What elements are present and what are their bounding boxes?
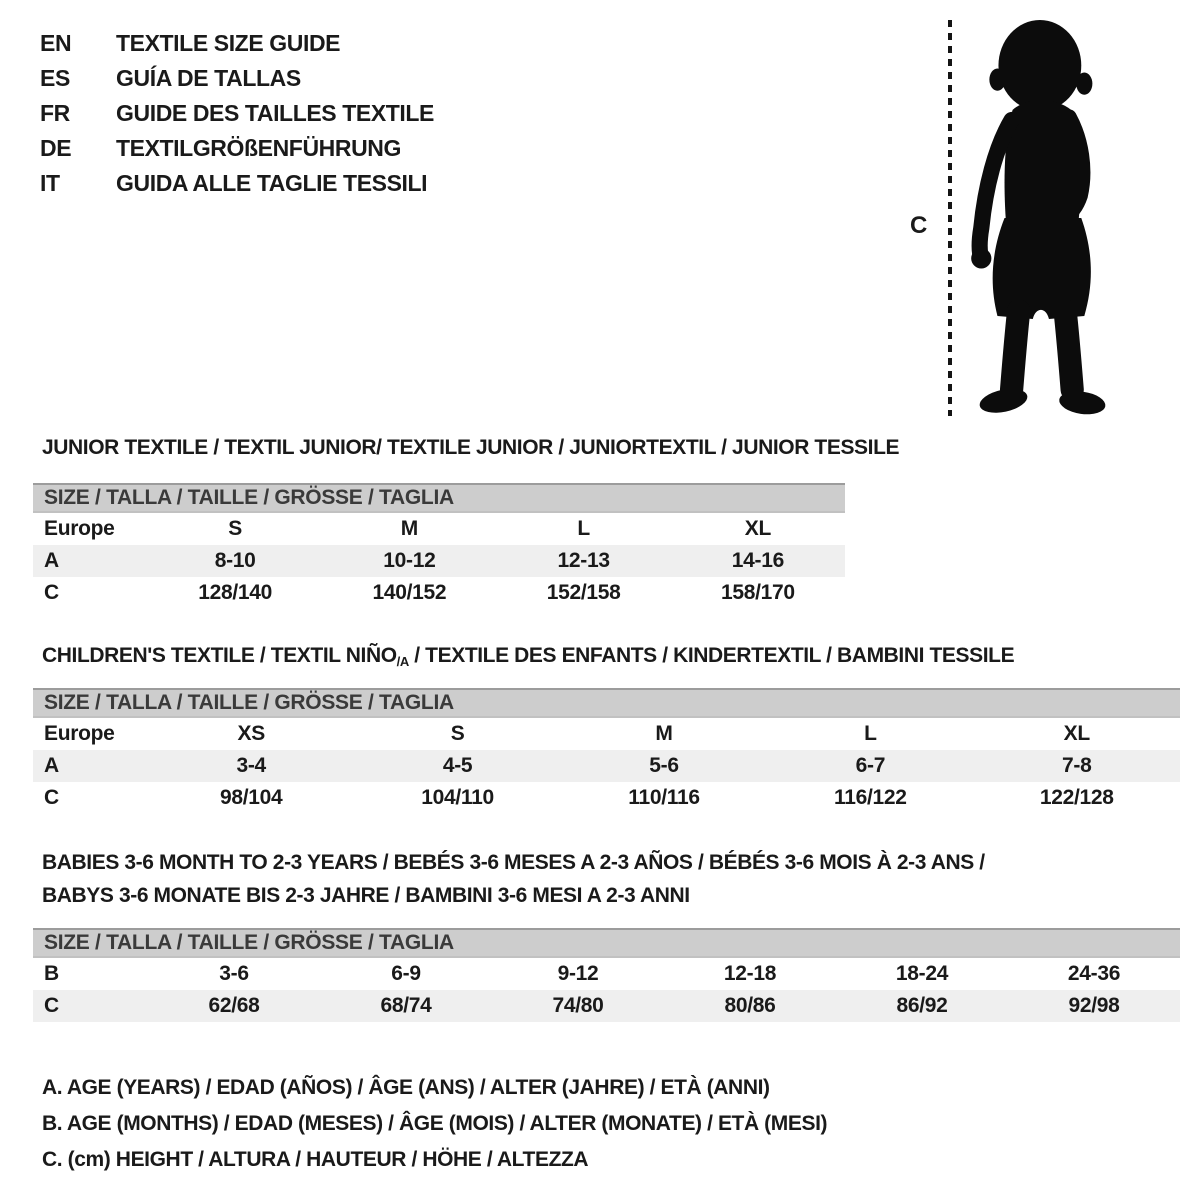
babies-size-table <box>33 928 1180 1022</box>
lang-code: ES <box>40 65 70 91</box>
size-header-label: SIZE / TALLA / TAILLE / GRÖSSE / TAGLIA <box>33 929 1180 957</box>
height-measure-dashed-line <box>948 20 952 416</box>
table-cell: 24-36 <box>1067 962 1121 985</box>
junior-section-title: JUNIOR TEXTILE / TEXTIL JUNIOR/ TEXTILE JUNIOR / JUNIORTEXTIL / JUNIOR TESSILE <box>42 436 900 459</box>
height-measure-label: C <box>910 212 928 239</box>
table-cell: 62/68 <box>148 990 320 1022</box>
table-row-europe <box>33 717 1180 750</box>
table-cell: 14-16 <box>671 545 845 577</box>
table-cell: 68/74 <box>320 990 492 1022</box>
table-cell: 12-13 <box>497 545 671 577</box>
table-row-age <box>33 545 845 577</box>
babies-section-title <box>42 846 985 912</box>
table-cell: L <box>577 517 590 540</box>
table-cell: 5-6 <box>561 750 767 782</box>
legend-line-b: B. AGE (MONTHS) / EDAD (MESES) / ÂGE (MOIS) / ALTER (MONATE) / ETÀ (MESI) <box>42 1112 828 1135</box>
lang-code: EN <box>40 30 72 56</box>
table-cell: 86/92 <box>836 990 1008 1022</box>
table-row-europe <box>33 512 845 545</box>
table-cell: XS <box>237 722 265 745</box>
lang-title: TEXTILE SIZE GUIDE <box>116 30 341 56</box>
table-row-age-months <box>33 957 1180 990</box>
table-cell: 6-7 <box>767 750 973 782</box>
table-row-age <box>33 750 1180 782</box>
size-header-label: SIZE / TALLA / TAILLE / GRÖSSE / TAGLIA <box>33 689 1180 717</box>
size-header-row <box>33 689 1180 717</box>
lang-row-it <box>40 166 434 201</box>
table-cell: S <box>228 517 242 540</box>
row-label: Europe <box>44 517 115 540</box>
children-title-suffix: / TEXTILE DES ENFANTS / KINDERTEXTIL / BAMBINI TESSILE <box>408 644 1015 667</box>
measurement-legend <box>42 1070 827 1178</box>
table-cell: 18-24 <box>895 962 949 985</box>
children-title-subscript: /A <box>396 654 409 669</box>
lang-code: DE <box>40 135 72 161</box>
lang-title: GUIDA ALLE TAGLIE TESSILI <box>116 170 428 196</box>
table-cell: 116/122 <box>834 786 907 809</box>
babies-title-line2: BABYS 3-6 MONATE BIS 2-3 JAHRE / BAMBINI 3-6 MESI A 2-3 ANNI <box>42 884 690 907</box>
lang-row-es <box>40 61 434 96</box>
table-cell: M <box>400 517 418 540</box>
table-cell: XL <box>744 517 771 540</box>
legend-line-c: C. (cm) HEIGHT / ALTURA / HAUTEUR / HÖHE / ALTEZZA <box>42 1148 589 1171</box>
table-cell: XL <box>1063 722 1090 745</box>
table-row-height <box>33 577 845 609</box>
lang-title: GUÍA DE TALLAS <box>116 65 301 91</box>
table-cell: S <box>450 722 465 745</box>
table-cell: 10-12 <box>322 545 496 577</box>
row-label: C <box>44 786 59 809</box>
lang-title: TEXTILGRÖßENFÜHRUNG <box>116 135 401 161</box>
table-cell: 104/110 <box>421 786 494 809</box>
lang-code: FR <box>40 100 70 126</box>
table-cell: 122/128 <box>1039 786 1114 809</box>
table-cell: 3-6 <box>219 962 249 985</box>
children-size-table <box>33 688 1180 814</box>
language-title-list <box>40 26 434 201</box>
row-label: C <box>33 990 148 1022</box>
children-title-prefix: CHILDREN'S TEXTILE / TEXTIL NIÑO <box>42 644 397 667</box>
size-header-row <box>33 484 845 512</box>
table-cell: 7-8 <box>974 750 1180 782</box>
lang-title: GUIDE DES TAILLES TEXTILE <box>116 100 434 126</box>
table-cell: 140/152 <box>372 581 447 604</box>
lang-row-de <box>40 131 434 166</box>
table-cell: 74/80 <box>492 990 664 1022</box>
junior-size-table <box>33 483 845 609</box>
table-cell: 80/86 <box>664 990 836 1022</box>
row-label: B <box>44 962 59 985</box>
size-header-label: SIZE / TALLA / TAILLE / GRÖSSE / TAGLIA <box>33 484 845 512</box>
table-cell: 3-4 <box>148 750 354 782</box>
babies-title-line1: BABIES 3-6 MONTH TO 2-3 YEARS / BEBÉS 3-6 MESES A 2-3 AÑOS / BÉBÉS 3-6 MOIS À 2-3 ANS / <box>42 851 985 874</box>
table-cell: 152/158 <box>546 581 621 604</box>
table-cell: 98/104 <box>219 786 283 809</box>
table-cell: 4-5 <box>354 750 560 782</box>
row-label: Europe <box>44 722 115 745</box>
row-label: A <box>33 545 148 577</box>
table-row-height <box>33 990 1180 1022</box>
toddler-silhouette-icon <box>962 16 1144 420</box>
table-row-height <box>33 782 1180 814</box>
table-cell: 9-12 <box>557 962 599 985</box>
children-section-title <box>42 644 1014 669</box>
row-label: A <box>33 750 148 782</box>
table-cell: 8-10 <box>148 545 322 577</box>
size-header-row <box>33 929 1180 957</box>
table-cell: 92/98 <box>1008 990 1180 1022</box>
table-cell: L <box>864 722 877 745</box>
table-cell: 158/170 <box>720 581 795 604</box>
table-cell: 6-9 <box>391 962 421 985</box>
table-cell: 12-18 <box>723 962 777 985</box>
table-cell: 110/116 <box>628 786 700 809</box>
row-label: C <box>44 581 59 604</box>
lang-row-en <box>40 26 434 61</box>
lang-row-fr <box>40 96 434 131</box>
legend-line-a: A. AGE (YEARS) / EDAD (AÑOS) / ÂGE (ANS) / ALTER (JAHRE) / ETÀ (ANNI) <box>42 1076 770 1099</box>
lang-code: IT <box>40 170 60 196</box>
table-cell: M <box>655 722 673 745</box>
table-cell: 128/140 <box>198 581 273 604</box>
